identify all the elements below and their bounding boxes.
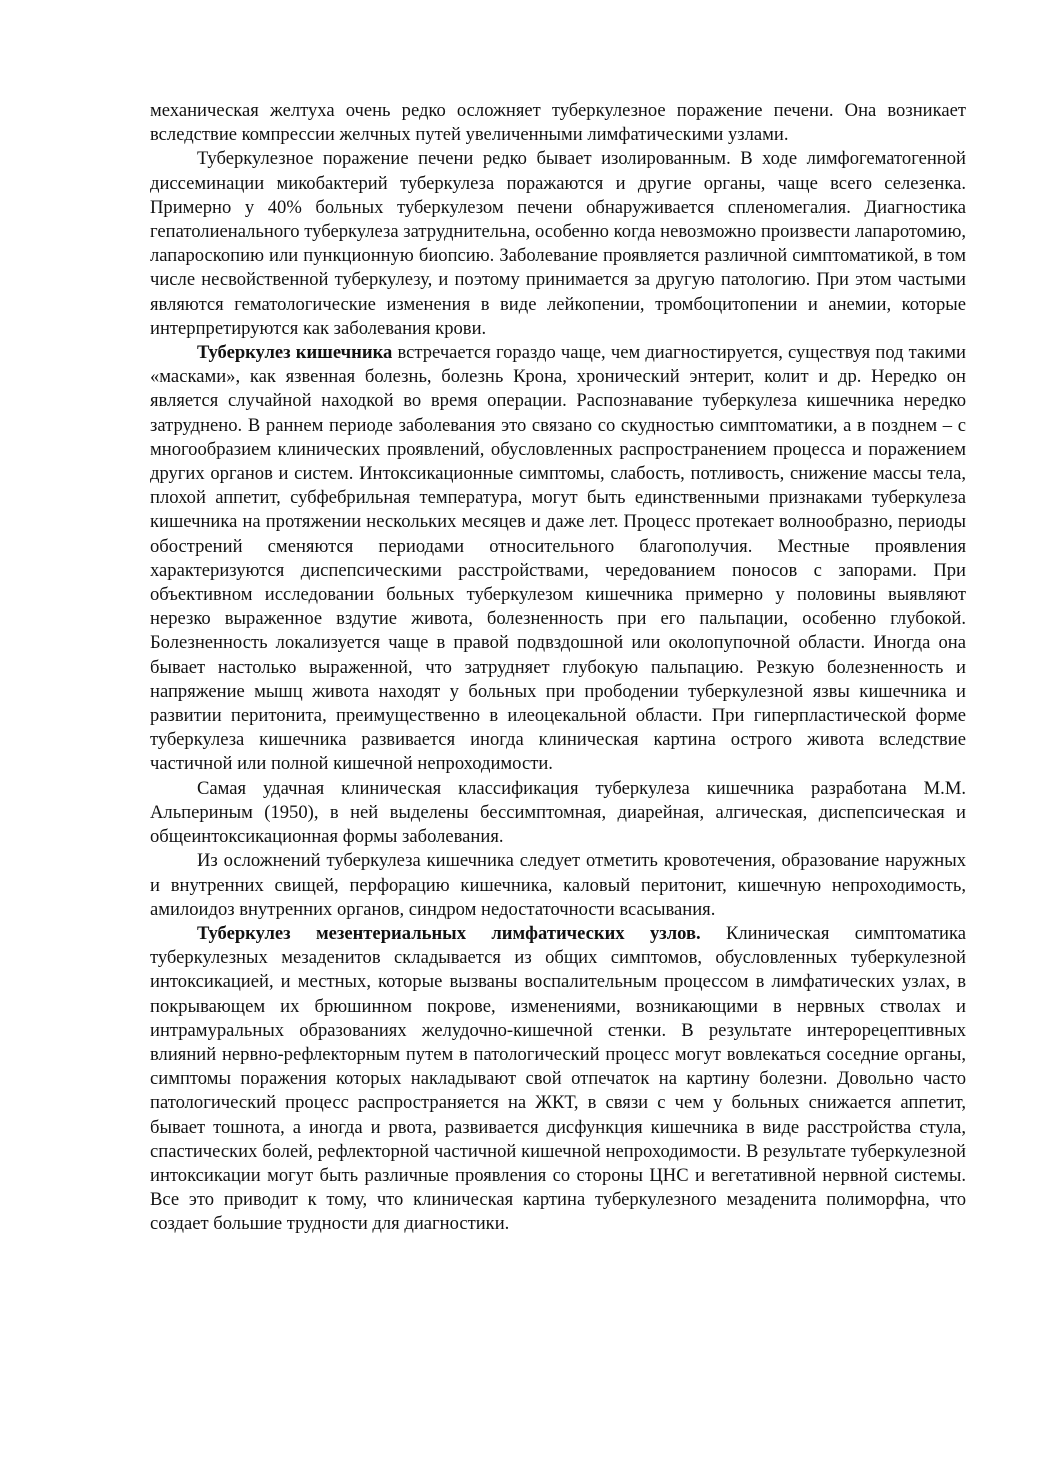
paragraph-intestinal-tuberculosis: [150, 341, 966, 777]
paragraph-text: встречается гораздо чаще, чем диагностируется, существуя под такими «масками», как язвенная болезнь, болезнь Крона, хронический энтерит, колит и др. Нередко он является случайной находкой во время операции. Распознавание туберкулеза кишечника нередко затруднено. В раннем периоде заболевания это связано со скудностью симптоматики, а в позднем – с многообразием клинических проявлений, обусловленных распространением процесса и поражением других органов и систем. Интоксикационные симптомы, слабость, потливость, снижение массы тела, плохой аппетит, субфебрильная температура, могут быть единственными признаками туберкулеза кишечника на протяжении нескольких месяцев и даже лет. Процесс протекает волнообразно, периоды обострений сменяются периодами относительного благополучия. Местные проявления характеризуются диспепсическими расстройствами, чередованием поносов с запорами. При объективном исследовании больных туберкулезом кишечника примерно у половины выявляют нерезко выраженное вздутие живота, болезненность при его пальпации, особенно глубокой. Болезненность локализуется чаще в правой подвздошной или околопупочной области. Иногда она бывает настолько выраженной, что затрудняет глубокую пальпацию. Резкую болезненность и напряжение мышц живота находят у больных при прободении туберкулезной язвы кишечника и развитии перитонита, преимущественно в илеоцекальной области. При гиперпластической форме туберкулеза кишечника развивается иногда клиническая картина острого живота вследствие частичной или полной кишечной непроходимости.: [150, 342, 966, 775]
paragraph-text: Туберкулезное поражение печени редко бывает изолированным. В ходе лимфогематогенной диссеминации микобактерий туберкулеза поражаются и другие органы, чаще всего селезенка. Примерно у 40% больных туберкулезом печени обнаруживается спленомегалия. Диагностика гепатолиенального туберкулеза затруднительна, особенно когда невозможно произвести лапаротомию, лапароскопию или пункционную биопсию. Заболевание проявляется различной симптоматикой, в том числе несвойственной туберкулезу, и поэтому принимается за другую патологию. При этом частыми являются гематологические изменения в виде лейкопении, тромбоцитопении и анемии, которые интерпретируются как заболевания крови.: [150, 148, 966, 339]
paragraph-text: Клиническая симптоматика туберкулезных мезаденитов складывается из общих симптомов, обусловленных туберкулезной интоксикацией, и местных, которые вызваны воспалительным процессом в лимфатических узлах, в покрывающем их брюшинном покрове, изменениями, возникающими в нервных стволах и интрамуральных образованиях желудочно-кишечной стенки. В результате интерорецептивных влияний нервно-рефлекторным путем в патологический процесс могут вовлекаться соседние органы, симптомы поражения которых накладывают свой отпечаток на картину болезни. Довольно часто патологический процесс распространяется на ЖКТ, в связи с чем у больных снижается аппетит, бывает тошнота, а иногда и рвота, развивается дисфункция кишечника в виде расстройства стула, спастических болей, рефлекторной частичной кишечной непроходимости. В результате туберкулезной интоксикации могут быть различные проявления со стороны ЦНС и вегетативной нервной системы. Все это приводит к тому, что клиническая картина туберкулезного мезаденита полиморфна, что создает большие трудности для диагностики.: [150, 922, 966, 1235]
paragraph: [150, 99, 966, 147]
paragraph: [150, 147, 966, 341]
paragraph-mesenteric-lymph-nodes: [150, 922, 966, 1237]
paragraph-heading: Туберкулез мезентериальных лимфатических узлов.: [197, 922, 701, 944]
paragraph-text: механическая желтуха очень редко осложняет туберкулезное поражение печени. Она возникает вследствие компрессии желчных путей увеличенными лимфатическими узлами.: [150, 100, 966, 146]
document-page: [150, 99, 966, 1237]
paragraph: [150, 777, 966, 850]
paragraph-heading: Туберкулез кишечника: [197, 342, 393, 364]
paragraph-text: Самая удачная клиническая классификация туберкулеза кишечника разработана М.М. Альпериным (1950), в ней выделены бессимптомная, диарейная, алгическая, диспепсическая и общеинтоксикационная формы заболевания.: [150, 777, 966, 848]
paragraph-text: Из осложнений туберкулеза кишечника следует отметить кровотечения, образование наружных и внутренних свищей, перфорацию кишечника, каловый перитонит, кишечную непроходимость, амилоидоз внутренних органов, синдром недостаточности всасывания.: [150, 850, 966, 920]
paragraph: [150, 849, 966, 922]
